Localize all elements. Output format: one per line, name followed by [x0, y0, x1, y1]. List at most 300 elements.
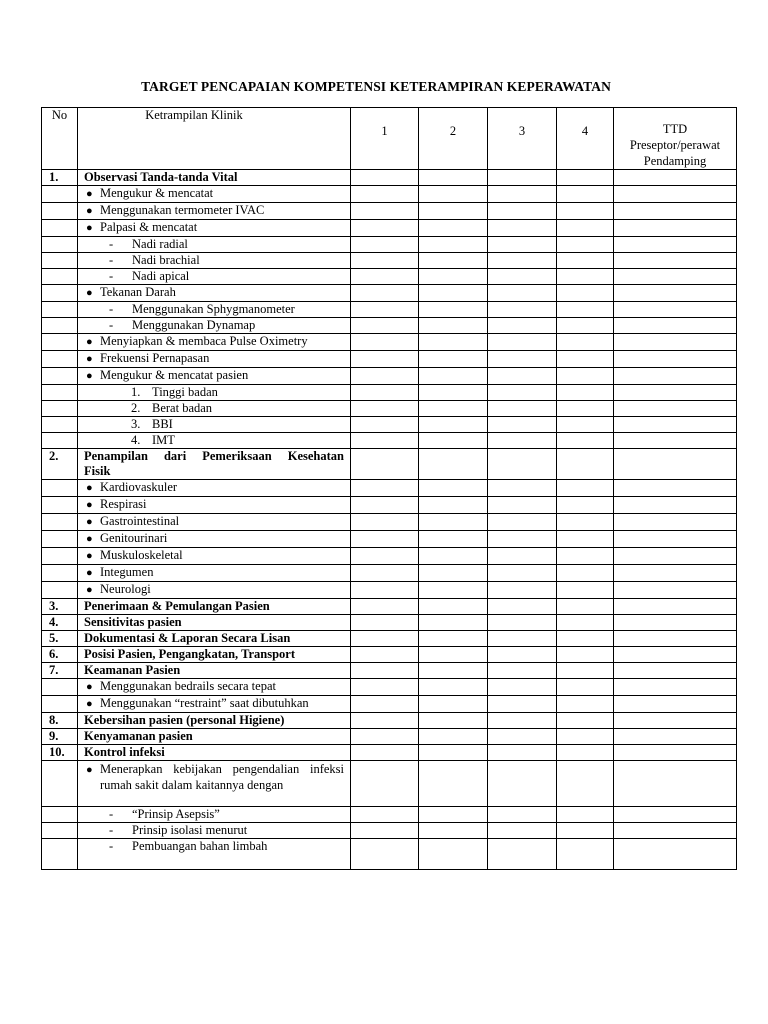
table-row — [42, 302, 737, 318]
score-cell-3[interactable] — [488, 761, 557, 807]
skill-item — [78, 565, 351, 582]
score-cell-2[interactable] — [419, 351, 488, 368]
signature-cell[interactable] — [614, 203, 737, 220]
score-cell-4[interactable] — [557, 203, 614, 220]
signature-cell[interactable] — [614, 807, 737, 823]
row-number — [42, 839, 78, 870]
score-cell-3[interactable] — [488, 203, 557, 220]
skill-item-text: Respirasi — [100, 497, 147, 511]
skill-item-text: Menerapkan kebijakan pengendalian infeksi rumah sakit dalam kaitannya dengan — [100, 762, 344, 792]
signature-cell[interactable] — [614, 480, 737, 497]
sub-skill-text: “Prinsip Asepsis” — [132, 807, 220, 821]
score-cell-2[interactable] — [419, 823, 488, 839]
score-cell-4[interactable] — [557, 285, 614, 302]
skill-item-text: Muskuloskeletal — [100, 548, 183, 562]
section-heading-text: Kontrol infeksi — [84, 745, 165, 759]
score-cell-1[interactable] — [351, 729, 419, 745]
score-cell-2[interactable] — [419, 631, 488, 647]
score-cell-4[interactable] — [557, 401, 614, 417]
score-cell-4[interactable] — [557, 237, 614, 253]
row-number — [42, 186, 78, 203]
score-cell-1[interactable] — [351, 220, 419, 237]
numbered-sub-text: Berat badan — [152, 401, 213, 415]
score-cell-1[interactable] — [351, 334, 419, 351]
score-cell-4[interactable] — [557, 269, 614, 285]
row-number — [42, 285, 78, 302]
row-number — [42, 318, 78, 334]
score-cell-2[interactable] — [419, 599, 488, 615]
row-number — [42, 269, 78, 285]
score-cell-4[interactable] — [557, 663, 614, 679]
bullet-icon: ● — [86, 567, 93, 579]
score-cell-2[interactable] — [419, 615, 488, 631]
score-cell-2[interactable] — [419, 514, 488, 531]
table-row — [42, 615, 737, 631]
score-cell-3[interactable] — [488, 385, 557, 401]
score-cell-2[interactable] — [419, 449, 488, 480]
score-cell-3[interactable] — [488, 713, 557, 729]
score-cell-3[interactable] — [488, 449, 557, 480]
score-cell-2[interactable] — [419, 696, 488, 713]
row-number — [42, 497, 78, 514]
table-body — [42, 170, 737, 870]
score-cell-1[interactable] — [351, 368, 419, 385]
section-heading — [78, 663, 351, 679]
score-cell-4[interactable] — [557, 807, 614, 823]
dash-marker: - — [109, 807, 114, 821]
row-number — [42, 334, 78, 351]
row-number — [42, 417, 78, 433]
score-cell-4[interactable] — [557, 449, 614, 480]
score-cell-3[interactable] — [488, 497, 557, 514]
score-cell-1[interactable] — [351, 269, 419, 285]
sub-skill-text: Nadi brachial — [132, 253, 200, 267]
header-skill: Ketrampilan Klinik — [78, 108, 351, 170]
score-cell-3[interactable] — [488, 368, 557, 385]
score-cell-2[interactable] — [419, 745, 488, 761]
signature-cell[interactable] — [614, 615, 737, 631]
skill-item — [78, 514, 351, 531]
score-cell-1[interactable] — [351, 186, 419, 203]
score-cell-1[interactable] — [351, 417, 419, 433]
signature-cell[interactable] — [614, 582, 737, 599]
signature-cell[interactable] — [614, 679, 737, 696]
row-number — [42, 203, 78, 220]
score-cell-4[interactable] — [557, 565, 614, 582]
table-row — [42, 696, 737, 713]
section-heading — [78, 745, 351, 761]
score-cell-4[interactable] — [557, 679, 614, 696]
signature-cell[interactable] — [614, 417, 737, 433]
signature-cell[interactable] — [614, 237, 737, 253]
score-cell-4[interactable] — [557, 186, 614, 203]
score-cell-1[interactable] — [351, 839, 419, 870]
score-cell-3[interactable] — [488, 548, 557, 565]
score-cell-4[interactable] — [557, 368, 614, 385]
signature-cell[interactable] — [614, 285, 737, 302]
sub-skill-item — [78, 807, 351, 823]
bullet-icon: ● — [86, 188, 93, 200]
score-cell-2[interactable] — [419, 565, 488, 582]
score-cell-1[interactable] — [351, 582, 419, 599]
section-heading-text: Dokumentasi & Laporan Secara Lisan — [84, 631, 291, 645]
signature-cell[interactable] — [614, 449, 737, 480]
skill-item-text: Menggunakan termometer IVAC — [100, 203, 265, 217]
score-cell-3[interactable] — [488, 401, 557, 417]
table-row — [42, 761, 737, 807]
score-cell-2[interactable] — [419, 713, 488, 729]
table-row — [42, 807, 737, 823]
score-cell-2[interactable] — [419, 582, 488, 599]
score-cell-1[interactable] — [351, 480, 419, 497]
signature-cell[interactable] — [614, 565, 737, 582]
score-cell-3[interactable] — [488, 663, 557, 679]
signature-cell[interactable] — [614, 745, 737, 761]
bullet-icon: ● — [86, 681, 93, 693]
score-cell-2[interactable] — [419, 433, 488, 449]
score-cell-1[interactable] — [351, 548, 419, 565]
score-cell-1[interactable] — [351, 385, 419, 401]
skill-item — [78, 761, 351, 807]
score-cell-1[interactable] — [351, 433, 419, 449]
score-cell-3[interactable] — [488, 170, 557, 186]
score-cell-4[interactable] — [557, 729, 614, 745]
row-number — [42, 761, 78, 807]
bullet-icon: ● — [86, 205, 93, 217]
score-cell-1[interactable] — [351, 449, 419, 480]
header-col-2: 2 — [419, 108, 488, 170]
bullet-icon: ● — [86, 222, 93, 234]
signature-cell[interactable] — [614, 531, 737, 548]
table-row — [42, 647, 737, 663]
score-cell-3[interactable] — [488, 823, 557, 839]
signature-cell[interactable] — [614, 761, 737, 807]
table-row — [42, 497, 737, 514]
row-number — [42, 531, 78, 548]
table-row — [42, 565, 737, 582]
score-cell-2[interactable] — [419, 417, 488, 433]
score-cell-1[interactable] — [351, 807, 419, 823]
signature-cell[interactable] — [614, 318, 737, 334]
row-number — [42, 253, 78, 269]
score-cell-4[interactable] — [557, 647, 614, 663]
dash-marker: - — [109, 237, 114, 251]
score-cell-4[interactable] — [557, 170, 614, 186]
score-cell-2[interactable] — [419, 548, 488, 565]
score-cell-3[interactable] — [488, 318, 557, 334]
row-number — [42, 480, 78, 497]
score-cell-2[interactable] — [419, 237, 488, 253]
score-cell-3[interactable] — [488, 186, 557, 203]
score-cell-4[interactable] — [557, 582, 614, 599]
score-cell-3[interactable] — [488, 565, 557, 582]
score-cell-2[interactable] — [419, 385, 488, 401]
numbered-sub-item — [78, 401, 351, 417]
score-cell-2[interactable] — [419, 368, 488, 385]
score-cell-3[interactable] — [488, 480, 557, 497]
number-marker: 1. — [131, 385, 141, 399]
table-row — [42, 368, 737, 385]
signature-cell[interactable] — [614, 302, 737, 318]
score-cell-1[interactable] — [351, 351, 419, 368]
score-cell-3[interactable] — [488, 582, 557, 599]
score-cell-1[interactable] — [351, 237, 419, 253]
sub-skill-item — [78, 318, 351, 334]
score-cell-3[interactable] — [488, 417, 557, 433]
numbered-sub-item — [78, 433, 351, 449]
row-number: 8. — [42, 713, 78, 729]
score-cell-4[interactable] — [557, 417, 614, 433]
signature-cell[interactable] — [614, 823, 737, 839]
numbered-sub-text: IMT — [152, 433, 175, 447]
signature-cell[interactable] — [614, 497, 737, 514]
score-cell-2[interactable] — [419, 647, 488, 663]
skill-item-text: Frekuensi Pernapasan — [100, 351, 210, 365]
row-number — [42, 679, 78, 696]
table-row — [42, 713, 737, 729]
signature-cell[interactable] — [614, 186, 737, 203]
numbered-sub-item — [78, 385, 351, 401]
row-number: 5. — [42, 631, 78, 647]
score-cell-4[interactable] — [557, 497, 614, 514]
table-row — [42, 237, 737, 253]
score-cell-4[interactable] — [557, 548, 614, 565]
score-cell-4[interactable] — [557, 514, 614, 531]
score-cell-2[interactable] — [419, 807, 488, 823]
sub-skill-item — [78, 237, 351, 253]
score-cell-3[interactable] — [488, 351, 557, 368]
score-cell-1[interactable] — [351, 203, 419, 220]
signature-cell[interactable] — [614, 514, 737, 531]
skill-item — [78, 351, 351, 368]
signature-cell[interactable] — [614, 170, 737, 186]
score-cell-3[interactable] — [488, 433, 557, 449]
score-cell-2[interactable] — [419, 186, 488, 203]
score-cell-4[interactable] — [557, 713, 614, 729]
score-cell-1[interactable] — [351, 663, 419, 679]
table-row — [42, 823, 737, 839]
score-cell-3[interactable] — [488, 679, 557, 696]
score-cell-3[interactable] — [488, 729, 557, 745]
score-cell-1[interactable] — [351, 745, 419, 761]
score-cell-2[interactable] — [419, 253, 488, 269]
score-cell-4[interactable] — [557, 761, 614, 807]
signature-cell[interactable] — [614, 599, 737, 615]
skill-item — [78, 679, 351, 696]
dash-marker: - — [109, 302, 114, 316]
table-row — [42, 480, 737, 497]
row-number — [42, 368, 78, 385]
row-number: 6. — [42, 647, 78, 663]
score-cell-3[interactable] — [488, 839, 557, 870]
score-cell-3[interactable] — [488, 302, 557, 318]
signature-cell[interactable] — [614, 696, 737, 713]
table-row — [42, 401, 737, 417]
bullet-icon: ● — [86, 533, 93, 545]
skill-item — [78, 582, 351, 599]
row-number — [42, 351, 78, 368]
signature-cell[interactable] — [614, 220, 737, 237]
score-cell-4[interactable] — [557, 334, 614, 351]
score-cell-4[interactable] — [557, 302, 614, 318]
score-cell-2[interactable] — [419, 285, 488, 302]
score-cell-4[interactable] — [557, 696, 614, 713]
signature-cell[interactable] — [614, 729, 737, 745]
score-cell-1[interactable] — [351, 565, 419, 582]
score-cell-4[interactable] — [557, 745, 614, 761]
score-cell-1[interactable] — [351, 679, 419, 696]
row-number — [42, 807, 78, 823]
score-cell-1[interactable] — [351, 615, 419, 631]
signature-cell[interactable] — [614, 385, 737, 401]
score-cell-2[interactable] — [419, 302, 488, 318]
score-cell-1[interactable] — [351, 170, 419, 186]
score-cell-4[interactable] — [557, 615, 614, 631]
row-number — [42, 548, 78, 565]
section-heading-text: Penampilan dari Pemeriksaan Kesehatan Fisik — [84, 449, 344, 478]
sub-skill-text: Pembuangan bahan limbah — [132, 839, 268, 853]
score-cell-4[interactable] — [557, 823, 614, 839]
row-number: 7. — [42, 663, 78, 679]
row-number: 10. — [42, 745, 78, 761]
table-row — [42, 203, 737, 220]
score-cell-4[interactable] — [557, 631, 614, 647]
score-cell-2[interactable] — [419, 203, 488, 220]
score-cell-2[interactable] — [419, 480, 488, 497]
score-cell-1[interactable] — [351, 647, 419, 663]
score-cell-3[interactable] — [488, 531, 557, 548]
score-cell-2[interactable] — [419, 729, 488, 745]
signature-cell[interactable] — [614, 631, 737, 647]
score-cell-2[interactable] — [419, 170, 488, 186]
score-cell-1[interactable] — [351, 318, 419, 334]
row-number: 1. — [42, 170, 78, 186]
score-cell-3[interactable] — [488, 631, 557, 647]
score-cell-2[interactable] — [419, 663, 488, 679]
score-cell-3[interactable] — [488, 237, 557, 253]
signature-cell[interactable] — [614, 839, 737, 870]
score-cell-1[interactable] — [351, 514, 419, 531]
score-cell-1[interactable] — [351, 253, 419, 269]
score-cell-1[interactable] — [351, 599, 419, 615]
score-cell-1[interactable] — [351, 823, 419, 839]
score-cell-2[interactable] — [419, 220, 488, 237]
header-ttd-line2: Preseptor/perawat — [629, 138, 721, 152]
score-cell-3[interactable] — [488, 615, 557, 631]
table-row — [42, 531, 737, 548]
score-cell-1[interactable] — [351, 401, 419, 417]
score-cell-1[interactable] — [351, 531, 419, 548]
score-cell-3[interactable] — [488, 696, 557, 713]
score-cell-4[interactable] — [557, 253, 614, 269]
score-cell-4[interactable] — [557, 351, 614, 368]
signature-cell[interactable] — [614, 433, 737, 449]
score-cell-4[interactable] — [557, 433, 614, 449]
score-cell-3[interactable] — [488, 647, 557, 663]
signature-cell[interactable] — [614, 548, 737, 565]
sub-skill-item — [78, 839, 351, 870]
bullet-icon: ● — [86, 698, 93, 710]
score-cell-4[interactable] — [557, 220, 614, 237]
score-cell-4[interactable] — [557, 599, 614, 615]
score-cell-2[interactable] — [419, 334, 488, 351]
score-cell-4[interactable] — [557, 839, 614, 870]
score-cell-1[interactable] — [351, 285, 419, 302]
score-cell-3[interactable] — [488, 807, 557, 823]
bullet-icon: ● — [86, 550, 93, 562]
score-cell-3[interactable] — [488, 285, 557, 302]
score-cell-3[interactable] — [488, 334, 557, 351]
score-cell-3[interactable] — [488, 599, 557, 615]
score-cell-2[interactable] — [419, 497, 488, 514]
signature-cell[interactable] — [614, 401, 737, 417]
signature-cell[interactable] — [614, 647, 737, 663]
skill-item — [78, 548, 351, 565]
score-cell-2[interactable] — [419, 761, 488, 807]
score-cell-4[interactable] — [557, 480, 614, 497]
signature-cell[interactable] — [614, 253, 737, 269]
score-cell-3[interactable] — [488, 514, 557, 531]
row-number — [42, 433, 78, 449]
score-cell-2[interactable] — [419, 679, 488, 696]
table-row — [42, 631, 737, 647]
skill-item-text: Menggunakan “restraint” saat dibutuhkan — [100, 696, 309, 710]
row-number: 4. — [42, 615, 78, 631]
row-number — [42, 582, 78, 599]
numbered-sub-text: Tinggi badan — [152, 385, 218, 399]
signature-cell[interactable] — [614, 368, 737, 385]
score-cell-2[interactable] — [419, 839, 488, 870]
score-cell-2[interactable] — [419, 531, 488, 548]
signature-cell[interactable] — [614, 713, 737, 729]
score-cell-4[interactable] — [557, 385, 614, 401]
score-cell-3[interactable] — [488, 253, 557, 269]
signature-cell[interactable] — [614, 663, 737, 679]
table-row — [42, 186, 737, 203]
signature-cell[interactable] — [614, 334, 737, 351]
bullet-icon: ● — [86, 516, 93, 528]
table-row — [42, 449, 737, 480]
header-ttd-line1: TTD — [662, 122, 688, 136]
table-row — [42, 220, 737, 237]
score-cell-2[interactable] — [419, 318, 488, 334]
sub-skill-item — [78, 269, 351, 285]
score-cell-1[interactable] — [351, 761, 419, 807]
score-cell-1[interactable] — [351, 713, 419, 729]
score-cell-1[interactable] — [351, 696, 419, 713]
score-cell-1[interactable] — [351, 631, 419, 647]
sub-skill-text: Prinsip isolasi menurut — [132, 823, 248, 837]
score-cell-2[interactable] — [419, 401, 488, 417]
section-heading — [78, 631, 351, 647]
signature-cell[interactable] — [614, 351, 737, 368]
section-heading-text: Kenyamanan pasien — [84, 729, 193, 743]
score-cell-2[interactable] — [419, 269, 488, 285]
section-heading — [78, 449, 351, 480]
table-row — [42, 514, 737, 531]
score-cell-3[interactable] — [488, 220, 557, 237]
dash-marker: - — [109, 253, 114, 267]
score-cell-4[interactable] — [557, 531, 614, 548]
score-cell-4[interactable] — [557, 318, 614, 334]
score-cell-1[interactable] — [351, 302, 419, 318]
score-cell-1[interactable] — [351, 497, 419, 514]
score-cell-3[interactable] — [488, 745, 557, 761]
number-marker: 2. — [131, 401, 141, 415]
signature-cell[interactable] — [614, 269, 737, 285]
skill-item-text: Gastrointestinal — [100, 514, 180, 528]
score-cell-3[interactable] — [488, 269, 557, 285]
